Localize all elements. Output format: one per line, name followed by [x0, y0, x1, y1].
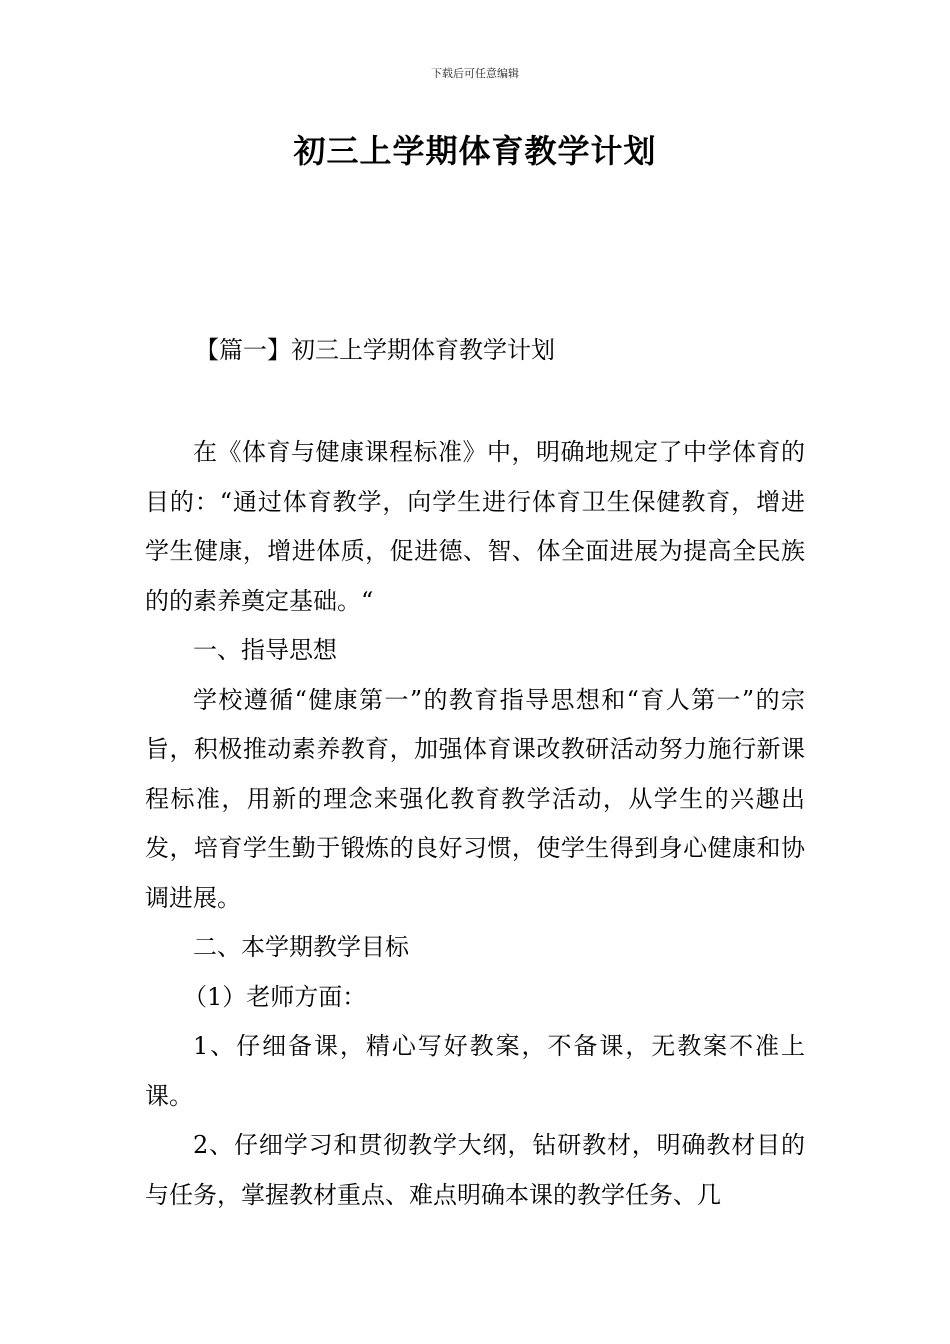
subheading-teacher: （1）老师方面：: [183, 982, 367, 1011]
intro-paragraph: 在《体育与健康课程标准》中，明确地规定了中学体育的目的：“通过体育教学，向学生进行体育卫生保健教育，增进学生健康，增进体质，促进德、智、体全面进展为提高全民族的的素养奠定基础。“: [145, 438, 805, 615]
section-heading: 【篇一】初三上学期体育教学计划: [195, 336, 555, 364]
heading-guiding-thought: 一、指导思想: [193, 636, 337, 664]
list-item-2: 2、仔细学习和贯彻教学大纲，钻研教材，明确教材目的与任务，掌握教材重点、难点明确本课的教学任务、几: [145, 1131, 805, 1209]
guiding-thought-paragraph: 学校遵循“健康第一”的教育指导思想和“育人第一”的宗旨，积极推动素养教育，加强体育课改教研活动努力施行新课程标准，用新的理念来强化教育教学活动，从学生的兴趣出发，培育学生勤于锻炼的良好习惯，使学生得到身心健康和协调进展。: [145, 685, 805, 912]
header-note: 下载后可任意编辑: [431, 67, 519, 80]
list-item-1: 1、仔细备课，精心写好教案，不备课，无教案不准上课。: [145, 1032, 805, 1110]
document-title: 初三上学期体育教学计划: [293, 132, 657, 170]
heading-teaching-goals: 二、本学期教学目标: [193, 933, 409, 961]
document-body: [145, 428, 805, 1220]
